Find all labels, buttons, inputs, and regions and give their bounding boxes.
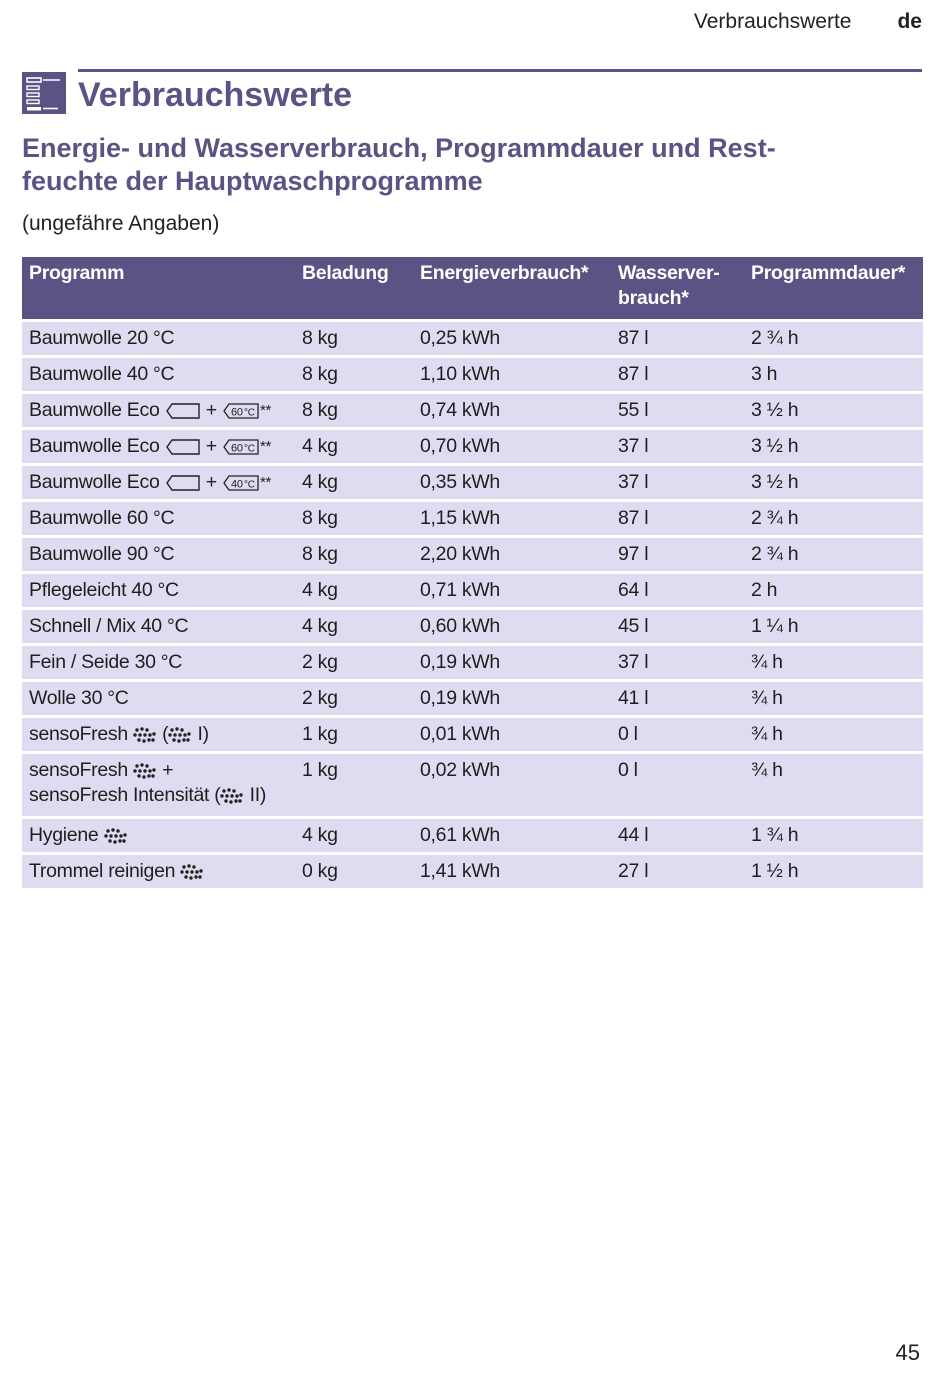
cell-water: 27 l bbox=[611, 855, 744, 888]
cell-duration: 2 ¾ h bbox=[744, 322, 923, 355]
cell-energy: 0,19 kWh bbox=[413, 682, 611, 715]
footnote-stars: ** bbox=[259, 474, 272, 491]
running-header bbox=[694, 8, 922, 36]
footnote-stars: ** bbox=[259, 402, 272, 419]
cell-energy: 0,71 kWh bbox=[413, 574, 611, 607]
cell-program: Schnell / Mix 40 °C bbox=[22, 610, 295, 643]
table-row bbox=[22, 466, 923, 499]
cell-water: 44 l bbox=[611, 819, 744, 852]
cell-load: 8 kg bbox=[295, 538, 413, 571]
cell-duration: 3 ½ h bbox=[744, 430, 923, 463]
cell-load: 2 kg bbox=[295, 682, 413, 715]
running-header-lang: de bbox=[897, 10, 922, 33]
cell-water: 37 l bbox=[611, 466, 744, 499]
steam-icon bbox=[104, 827, 128, 845]
cell-load: 8 kg bbox=[295, 358, 413, 391]
cell-duration: 3 ½ h bbox=[744, 466, 923, 499]
cell-energy: 0,74 kWh bbox=[413, 394, 611, 427]
header-duration: Programmdauer* bbox=[744, 257, 923, 319]
table-subtitle bbox=[22, 132, 902, 198]
cell-water: 37 l bbox=[611, 646, 744, 679]
program-level: I) bbox=[197, 723, 209, 745]
program-name: sensoFresh bbox=[29, 723, 128, 745]
cell-load: 4 kg bbox=[295, 466, 413, 499]
temperature-60-label: 60 bbox=[230, 406, 243, 419]
cell-program: Wolle 30 °C bbox=[22, 682, 295, 715]
cell-energy: 0,60 kWh bbox=[413, 610, 611, 643]
table-row bbox=[22, 682, 923, 715]
temperature-60-label: 60 bbox=[230, 442, 243, 455]
cell-duration: ¾ h bbox=[744, 682, 923, 715]
eco-program-icon bbox=[165, 438, 201, 456]
header-program: Programm bbox=[22, 257, 295, 319]
table-row bbox=[22, 574, 923, 607]
cell-duration: 3 ½ h bbox=[744, 394, 923, 427]
cell-load: 2 kg bbox=[295, 646, 413, 679]
program-bracket-open: ( bbox=[162, 723, 169, 745]
footnote-stars: ** bbox=[259, 438, 272, 455]
subtitle-line-2: feuchte der Hauptwaschprogramme bbox=[22, 166, 483, 196]
program-intensity: sensoFresh Intensität ( bbox=[29, 784, 221, 806]
cell-load: 1 kg bbox=[295, 754, 413, 816]
cell-load: 8 kg bbox=[295, 502, 413, 535]
cell-water: 87 l bbox=[611, 358, 744, 391]
cell-load: 0 kg bbox=[295, 855, 413, 888]
table-row bbox=[22, 718, 923, 751]
cell-duration: 3 h bbox=[744, 358, 923, 391]
plus-sign: + bbox=[205, 471, 217, 493]
cell-program: Baumwolle 60 °C bbox=[22, 502, 295, 535]
steam-icon bbox=[168, 726, 192, 744]
table-row bbox=[22, 502, 923, 535]
program-name: sensoFresh bbox=[29, 759, 128, 781]
steam-icon bbox=[133, 762, 157, 780]
steam-icon bbox=[133, 726, 157, 744]
cell-water: 87 l bbox=[611, 502, 744, 535]
cell-duration: 2 h bbox=[744, 574, 923, 607]
cell-water: 45 l bbox=[611, 610, 744, 643]
cell-energy: 0,01 kWh bbox=[413, 718, 611, 751]
cell-duration: 1 ¾ h bbox=[744, 819, 923, 852]
program-name: Baumwolle Eco bbox=[29, 471, 160, 493]
cell-program bbox=[22, 754, 295, 816]
approximate-note: (ungefähre Angaben) bbox=[22, 212, 220, 235]
table-row bbox=[22, 819, 923, 852]
subtitle-line-1: Energie- und Wasserverbrauch, Programmdauer und Rest- bbox=[22, 133, 776, 163]
table-header-row bbox=[22, 257, 923, 319]
cell-water: 37 l bbox=[611, 430, 744, 463]
cell-energy: 0,19 kWh bbox=[413, 646, 611, 679]
cell-duration: ¾ h bbox=[744, 754, 923, 816]
cell-energy: 1,41 kWh bbox=[413, 855, 611, 888]
title-rule bbox=[78, 69, 922, 72]
cell-water: 64 l bbox=[611, 574, 744, 607]
table-row bbox=[22, 754, 923, 816]
temperature-60-unit: °C bbox=[243, 443, 255, 455]
cell-program: Pflegeleicht 40 °C bbox=[22, 574, 295, 607]
cell-energy: 0,35 kWh bbox=[413, 466, 611, 499]
cell-duration: 1 ¼ h bbox=[744, 610, 923, 643]
eco-program-icon bbox=[165, 474, 201, 492]
table-row bbox=[22, 322, 923, 355]
cell-program bbox=[22, 394, 295, 427]
cell-duration: ¾ h bbox=[744, 718, 923, 751]
cell-load: 1 kg bbox=[295, 718, 413, 751]
table-row bbox=[22, 538, 923, 571]
temperature-60-icon bbox=[222, 438, 260, 456]
cell-duration: ¾ h bbox=[744, 646, 923, 679]
cell-load: 4 kg bbox=[295, 610, 413, 643]
cell-energy: 0,25 kWh bbox=[413, 322, 611, 355]
table-row bbox=[22, 430, 923, 463]
program-level: II) bbox=[249, 784, 267, 806]
cell-program: Fein / Seide 30 °C bbox=[22, 646, 295, 679]
cell-water: 97 l bbox=[611, 538, 744, 571]
program-name: Trommel reinigen bbox=[29, 860, 176, 882]
cell-water: 0 l bbox=[611, 754, 744, 816]
table-row bbox=[22, 646, 923, 679]
cell-energy: 1,10 kWh bbox=[413, 358, 611, 391]
temperature-40-unit: °C bbox=[243, 479, 255, 491]
table-row bbox=[22, 358, 923, 391]
eco-program-icon bbox=[165, 402, 201, 420]
cell-energy: 0,61 kWh bbox=[413, 819, 611, 852]
header-water bbox=[611, 257, 744, 319]
program-name: Baumwolle Eco bbox=[29, 399, 160, 421]
consumption-section-icon bbox=[22, 72, 66, 114]
plus-sign: + bbox=[162, 759, 174, 781]
steam-icon bbox=[180, 863, 204, 881]
cell-load: 8 kg bbox=[295, 394, 413, 427]
cell-energy: 2,20 kWh bbox=[413, 538, 611, 571]
page-number: 45 bbox=[895, 1340, 920, 1365]
table-row bbox=[22, 855, 923, 888]
cell-program bbox=[22, 430, 295, 463]
temperature-40-label: 40 bbox=[230, 478, 243, 491]
cell-program: Baumwolle 40 °C bbox=[22, 358, 295, 391]
cell-load: 4 kg bbox=[295, 430, 413, 463]
cell-load: 4 kg bbox=[295, 819, 413, 852]
cell-load: 8 kg bbox=[295, 322, 413, 355]
program-name: Hygiene bbox=[29, 824, 99, 846]
table-row bbox=[22, 394, 923, 427]
cell-program bbox=[22, 466, 295, 499]
section-title: Verbrauchswerte bbox=[78, 76, 353, 114]
cell-program: Baumwolle 90 °C bbox=[22, 538, 295, 571]
cell-duration: 1 ½ h bbox=[744, 855, 923, 888]
table-row bbox=[22, 610, 923, 643]
running-header-section: Verbrauchswerte bbox=[693, 10, 852, 33]
cell-program: Baumwolle 20 °C bbox=[22, 322, 295, 355]
cell-duration: 2 ¾ h bbox=[744, 538, 923, 571]
header-water-line-2: brauch* bbox=[618, 287, 689, 309]
cell-water: 41 l bbox=[611, 682, 744, 715]
plus-sign: + bbox=[205, 399, 217, 421]
consumption-table bbox=[22, 254, 923, 891]
steam-icon bbox=[220, 787, 244, 805]
cell-water: 0 l bbox=[611, 718, 744, 751]
plus-sign: + bbox=[205, 435, 217, 457]
header-energy: Energieverbrauch* bbox=[413, 257, 611, 319]
program-name: Baumwolle Eco bbox=[29, 435, 160, 457]
cell-load: 4 kg bbox=[295, 574, 413, 607]
cell-program bbox=[22, 819, 295, 852]
cell-program bbox=[22, 855, 295, 888]
temperature-60-unit: °C bbox=[243, 407, 255, 419]
cell-energy: 1,15 kWh bbox=[413, 502, 611, 535]
cell-program bbox=[22, 718, 295, 751]
temperature-40-icon bbox=[222, 474, 260, 492]
cell-energy: 0,02 kWh bbox=[413, 754, 611, 816]
cell-water: 55 l bbox=[611, 394, 744, 427]
cell-energy: 0,70 kWh bbox=[413, 430, 611, 463]
cell-water: 87 l bbox=[611, 322, 744, 355]
header-load: Beladung bbox=[295, 257, 413, 319]
header-water-line-1: Wasserver- bbox=[618, 262, 720, 284]
temperature-60-icon bbox=[222, 402, 260, 420]
cell-duration: 2 ¾ h bbox=[744, 502, 923, 535]
